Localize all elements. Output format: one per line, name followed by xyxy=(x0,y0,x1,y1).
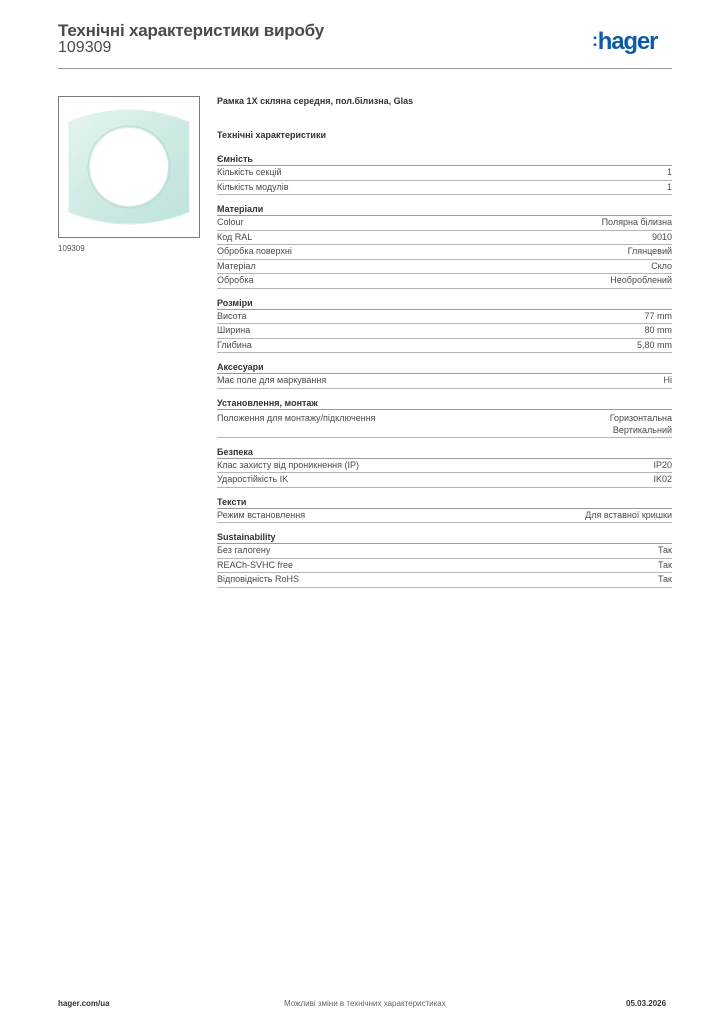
spec-value-line: Глянцевий xyxy=(627,246,672,256)
product-image-frame xyxy=(58,96,200,238)
image-caption: 109309 xyxy=(58,244,85,253)
spec-value xyxy=(637,339,672,353)
spec-row xyxy=(217,181,672,196)
spec-value-line: Полярна білизна xyxy=(601,217,672,227)
spec-row xyxy=(217,324,672,339)
spec-value xyxy=(653,459,672,473)
spec-value-line: Так xyxy=(657,545,672,555)
spec-section xyxy=(217,361,672,389)
section-title: Установлення, монтаж xyxy=(217,397,672,410)
spec-value-line: IP20 xyxy=(653,459,672,470)
spec-value xyxy=(585,509,672,523)
page-title: Технічні характеристики виробу xyxy=(58,21,324,40)
spec-label: REACh-SVHC free xyxy=(217,559,294,570)
spec-value xyxy=(628,245,672,259)
product-code: 109309 xyxy=(58,39,112,56)
spec-value xyxy=(651,260,672,274)
spec-value-line: 1 xyxy=(666,181,672,192)
spec-row xyxy=(217,310,672,325)
spec-label: Кількість модулів xyxy=(217,181,289,192)
spec-section xyxy=(217,297,672,354)
product-name: Рамка 1X скляна середня, пол.білизна, Glas xyxy=(217,96,414,106)
spec-row xyxy=(217,231,672,246)
spec-value xyxy=(652,231,672,245)
specs-heading: Технічні характеристики xyxy=(217,130,326,140)
section-title: Матеріали xyxy=(217,203,672,216)
spec-value-line: Необроблений xyxy=(610,275,672,285)
spec-row xyxy=(217,473,672,488)
spec-section xyxy=(217,203,672,289)
spec-value-line: 1 xyxy=(666,167,672,177)
spec-value-line: Скло xyxy=(651,260,672,271)
spec-section xyxy=(217,446,672,488)
spec-value xyxy=(653,473,672,487)
spec-row xyxy=(217,559,672,574)
spec-label: Ударостійкість IK xyxy=(217,474,289,484)
spec-label: Обробка xyxy=(217,275,254,285)
spec-table xyxy=(217,96,672,596)
spec-value xyxy=(610,274,672,288)
spec-label: Клас захисту від проникнення (IP) xyxy=(217,459,360,470)
section-title: Розміри xyxy=(217,297,672,310)
spec-row xyxy=(217,544,672,559)
hager-logo: :hager xyxy=(592,28,658,55)
spec-label: Має поле для маркування xyxy=(217,375,327,385)
spec-value-line: Горизонтальна xyxy=(609,412,672,423)
spec-value xyxy=(610,412,672,436)
spec-value-line: 5,80 mm xyxy=(636,339,672,350)
spec-row xyxy=(217,459,672,474)
spec-section xyxy=(217,397,672,438)
logo-text: hager xyxy=(597,28,658,55)
spec-value-line: Ні xyxy=(663,375,672,385)
spec-label: Положення для монтажу/підключення xyxy=(217,412,376,423)
section-title: Тексти xyxy=(217,496,672,509)
spec-value-line: 80 mm xyxy=(644,325,672,335)
spec-row xyxy=(217,573,672,588)
spec-value-line: Вертикальний xyxy=(612,424,672,435)
section-title: Безпека xyxy=(217,446,672,459)
spec-value xyxy=(644,324,672,338)
spec-row xyxy=(217,166,672,181)
spec-section xyxy=(217,531,672,588)
spec-value-line: Так xyxy=(657,574,672,584)
spec-row xyxy=(217,374,672,389)
spec-label: Відповідність RoHS xyxy=(217,574,299,584)
spec-label: Обробка поверхні xyxy=(217,246,292,256)
spec-row xyxy=(217,216,672,231)
spec-label: Матеріал xyxy=(217,260,256,271)
spec-label: Без галогену xyxy=(217,545,271,555)
spec-value xyxy=(602,216,672,230)
spec-value-line: Для вставної кришки xyxy=(585,509,672,520)
spec-row xyxy=(217,274,672,289)
section-title: Sustainability xyxy=(217,531,672,544)
footer-notice: Можливі зміни в технічних характеристиках xyxy=(284,999,446,1008)
spec-section xyxy=(217,496,672,524)
section-title: Аксесуари xyxy=(217,361,672,374)
spec-value xyxy=(658,573,672,587)
spec-label: Ширина xyxy=(217,325,251,335)
spec-label: Висота xyxy=(217,310,247,321)
spec-section xyxy=(217,153,672,195)
spec-value xyxy=(664,374,673,388)
header-divider xyxy=(58,68,672,69)
spec-label: Кількість секцій xyxy=(217,167,282,177)
spec-value xyxy=(667,166,672,180)
spec-value-line: 9010 xyxy=(651,231,672,242)
spec-value xyxy=(644,310,672,324)
spec-row xyxy=(217,260,672,275)
section-title: Ємність xyxy=(217,153,672,166)
spec-row xyxy=(217,509,672,524)
spec-row xyxy=(217,339,672,354)
spec-value-line: 77 mm xyxy=(644,310,672,321)
spec-value-line: Так xyxy=(657,559,672,570)
footer-date: 05.03.2026 xyxy=(626,999,667,1008)
spec-label: Код RAL xyxy=(217,231,253,242)
glass-frame-image xyxy=(65,100,193,234)
footer-website: hager.com/ua xyxy=(58,999,110,1008)
spec-label: Режим встановлення xyxy=(217,509,306,520)
spec-value-line: IK02 xyxy=(653,474,672,484)
spec-label: Colour xyxy=(217,217,244,227)
spec-value xyxy=(658,559,672,573)
spec-value xyxy=(658,544,672,558)
spec-row xyxy=(217,245,672,260)
spec-label: Глибина xyxy=(217,339,252,350)
spec-value xyxy=(667,181,672,195)
spec-row xyxy=(217,410,672,438)
